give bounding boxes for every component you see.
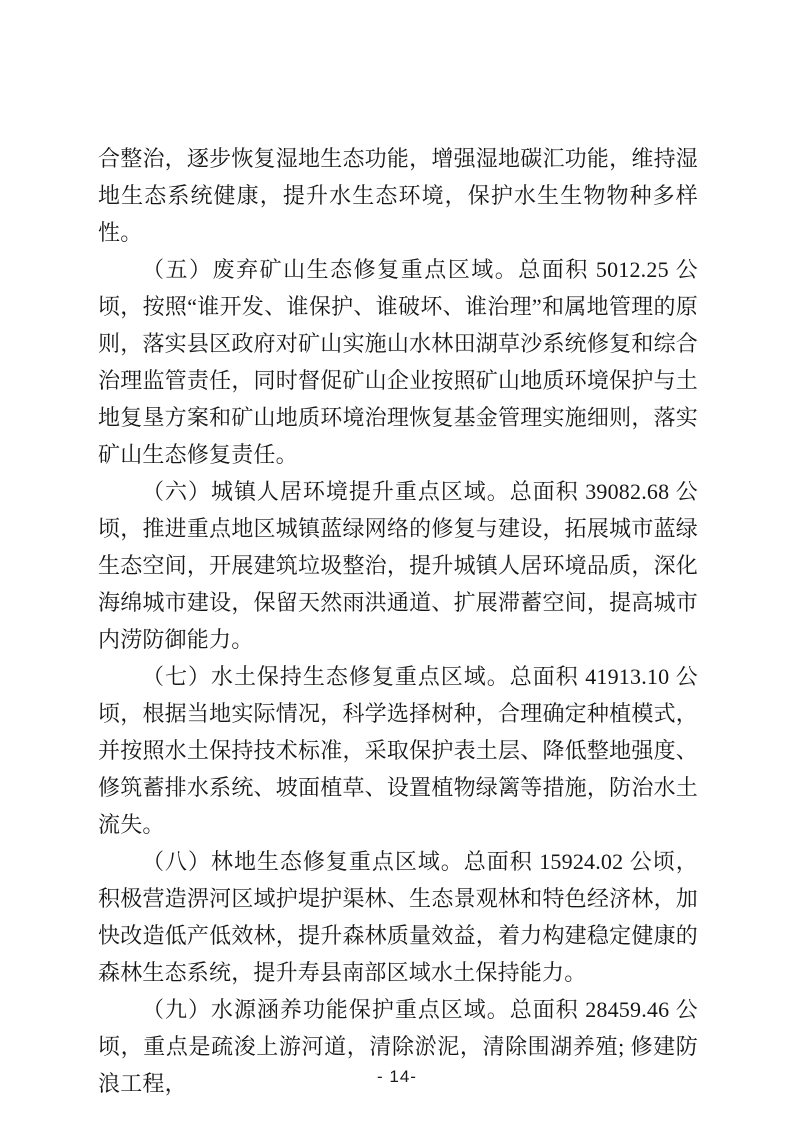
page-number: - 14-: [377, 1067, 417, 1086]
paragraph-wetland-continuation: 合整治，逐步恢复湿地生态功能，增强湿地碳汇功能，维持湿地生态系统健康，提升水生态环境，保护水生生物物种多样性。: [98, 146, 698, 245]
document-body: [98, 140, 698, 1102]
page-footer: [0, 1067, 794, 1087]
paragraph-section-7-soil-water-conservation: （七）水土保持生态修复重点区域。总面积 41913.10 公顷，根据当地实际情况，科学选择树种，合理确定种植模式，并按照水土保持技术标准，采取保护表土层、降低整地强度、修筑蓄排水系统、坡面植草、设置植物绿篱等措施，防治水土流失。: [98, 664, 698, 837]
paragraph-section-6-urban-living-environment: （六）城镇人居环境提升重点区域。总面积 39082.68 公顷，推进重点地区城镇蓝绿网络的修复与建设，拓展城市蓝绿生态空间，开展建筑垃圾整治，提升城镇人居环境品质，深化海绵城市建设，保留天然雨洪通道、扩展滞蓄空间，提高城市内涝防御能力。: [98, 479, 698, 652]
paragraph-section-9-water-source-conservation: （九）水源涵养功能保护重点区域。总面积 28459.46 公顷，重点是疏浚上游河道，清除淤泥，清除围湖养殖; 修建防浪工程，: [98, 997, 698, 1096]
paragraph-section-8-forest-restoration: （八）林地生态修复重点区域。总面积 15924.02 公顷，积极营造淠河区域护堤护渠林、生态景观林和特色经济林，加快改造低产低效林，提升森林质量效益，着力构建稳定健康的森林生态系统，提升寿县南部区域水土保持能力。: [98, 849, 698, 985]
paragraph-section-5-abandoned-mine-restoration: （五）废弃矿山生态修复重点区域。总面积 5012.25 公顷，按照“谁开发、谁保护、谁破坏、谁治理”和属地管理的原则，落实县区政府对矿山实施山水林田湖草沙系统修复和综合治理监管责任，同时督促矿山企业按照矿山地质环境保护与土地复垦方案和矿山地质环境治理恢复基金管理实施细则，落实矿山生态修复责任。: [98, 257, 698, 467]
